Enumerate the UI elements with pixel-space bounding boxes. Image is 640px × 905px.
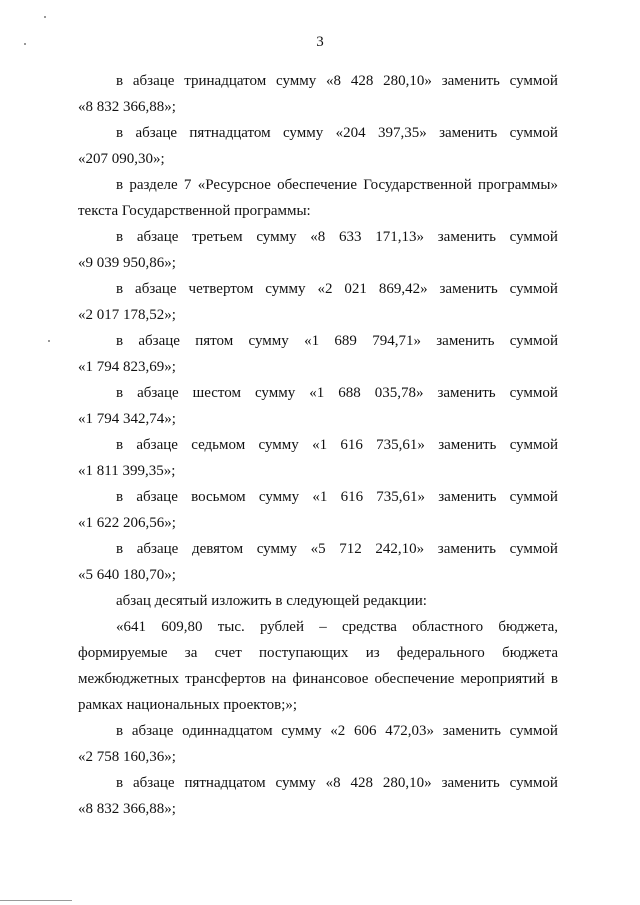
text-line: рамках национальных проектов;»;: [78, 697, 298, 713]
word: заменить: [436, 333, 495, 349]
word: шестом: [192, 385, 241, 401]
word: поступающих: [259, 645, 349, 661]
word: 689: [334, 333, 357, 349]
document-body: [78, 68, 558, 822]
paragraph: [78, 120, 558, 172]
word: 794,71»: [372, 333, 421, 349]
word: разделе: [129, 177, 178, 193]
word: «1: [312, 489, 328, 505]
word: суммой: [509, 775, 558, 791]
word: в: [116, 281, 124, 297]
word: суммой: [509, 723, 558, 739]
text-line: [78, 224, 558, 250]
word: программы»: [478, 177, 558, 193]
word: абзаце: [132, 775, 175, 791]
word: абзаце: [137, 385, 179, 401]
word: счет: [214, 645, 242, 661]
paragraph: [78, 172, 558, 224]
word: третьем: [192, 229, 243, 245]
text-line: [78, 484, 558, 510]
word: 428: [350, 73, 374, 89]
text-line: текста Государственной программы:: [78, 203, 311, 219]
word: сумму: [258, 489, 300, 505]
word: абзаце: [136, 437, 178, 453]
word: «2: [330, 723, 346, 739]
word: 633: [339, 229, 362, 245]
word: «8: [310, 229, 326, 245]
word: бюджета,: [498, 619, 558, 635]
word: суммой: [509, 229, 558, 245]
word: 869,42»: [378, 281, 428, 297]
word: 021: [344, 281, 367, 297]
paragraph: [78, 68, 558, 120]
word: седьмом: [191, 437, 246, 453]
word: пятнадцатом: [189, 125, 271, 141]
word: в: [550, 671, 558, 687]
word: абзаце: [135, 125, 178, 141]
word: суммой: [509, 125, 558, 141]
word: суммой: [509, 73, 558, 89]
word: 616: [340, 489, 364, 505]
word: 735,61»: [376, 489, 426, 505]
word: обеспечение: [374, 671, 455, 687]
word: Государственной: [363, 177, 472, 193]
word: 606: [354, 723, 377, 739]
text-line: [78, 380, 558, 406]
word: заменить: [439, 125, 498, 141]
word: абзаце: [132, 73, 175, 89]
word: суммой: [509, 541, 558, 557]
word: на: [271, 671, 287, 687]
text-line: [78, 718, 558, 744]
paragraph: [78, 718, 558, 770]
word: заменить: [441, 775, 500, 791]
word: «2: [317, 281, 333, 297]
text-line: «1 811 399,35»;: [78, 463, 176, 479]
word: сумму: [256, 541, 297, 557]
word: 280,10»: [382, 775, 432, 791]
word: 688: [338, 385, 361, 401]
scan-speck: [44, 16, 46, 18]
word: заменить: [438, 489, 497, 505]
word: средства: [341, 619, 397, 635]
word: сумму: [248, 333, 289, 349]
paragraph: [78, 432, 558, 484]
word: сумму: [254, 385, 296, 401]
word: федерального: [396, 645, 485, 661]
word: тринадцатом: [184, 73, 267, 89]
word: «641: [116, 619, 146, 635]
word: абзаце: [135, 281, 177, 297]
word: из: [365, 645, 380, 661]
word: «5: [310, 541, 326, 557]
word: в: [116, 775, 124, 791]
word: –: [319, 619, 327, 635]
word: в: [116, 437, 124, 453]
word: сумму: [275, 775, 316, 791]
word: 242,10»: [375, 541, 425, 557]
word: восьмом: [191, 489, 246, 505]
paragraph: [78, 588, 558, 614]
word: «204: [335, 125, 366, 141]
word: одиннадцатом: [182, 723, 273, 739]
word: мероприятий: [460, 671, 545, 687]
word: в: [116, 229, 124, 245]
word: суммой: [509, 333, 558, 349]
word: заменить: [438, 437, 497, 453]
word: в: [116, 489, 124, 505]
text-line: [78, 432, 558, 458]
text-line: «1 622 206,56»;: [78, 515, 176, 531]
text-line: «1 794 823,69»;: [78, 359, 176, 375]
word: «Ресурсное: [197, 177, 271, 193]
word: 472,03»: [385, 723, 434, 739]
word: «1: [304, 333, 320, 349]
word: сумму: [281, 723, 322, 739]
word: пятнадцатом: [184, 775, 266, 791]
word: сумму: [282, 125, 324, 141]
text-line: абзац десятый изложить в следующей редакции:: [116, 593, 427, 609]
word: за: [184, 645, 198, 661]
word: абзаце: [138, 333, 180, 349]
text-line: «2 017 178,52»;: [78, 307, 176, 323]
word: 616: [340, 437, 363, 453]
word: межбюджетных: [78, 671, 180, 687]
text-line: [78, 614, 558, 640]
text-line: [78, 536, 558, 562]
word: формируемые: [78, 645, 168, 661]
word: трансфертов: [185, 671, 266, 687]
word: заменить: [437, 385, 496, 401]
word: 280,10»: [383, 73, 432, 89]
word: рублей: [259, 619, 304, 635]
word: суммой: [509, 385, 558, 401]
word: суммой: [509, 437, 558, 453]
paragraph: [78, 484, 558, 536]
word: 428: [350, 775, 374, 791]
paragraph: [78, 770, 558, 822]
word: в: [116, 541, 124, 557]
word: заменить: [437, 541, 496, 557]
word: «8: [325, 775, 341, 791]
word: в: [116, 385, 124, 401]
word: финансовое: [292, 671, 369, 687]
word: 171,13»: [375, 229, 425, 245]
word: сумму: [256, 229, 297, 245]
text-line: [78, 770, 558, 796]
word: «1: [312, 437, 328, 453]
word: 035,78»: [374, 385, 424, 401]
scan-speck: [48, 340, 50, 342]
paragraph: [78, 614, 558, 718]
word: тыс.: [217, 619, 245, 635]
word: областного: [412, 619, 484, 635]
paragraph: [78, 536, 558, 588]
word: заменить: [442, 723, 501, 739]
word: «8: [326, 73, 342, 89]
word: 397,35»: [377, 125, 427, 141]
scan-edge-line: [0, 900, 72, 901]
word: заменить: [439, 281, 498, 297]
word: сумму: [258, 437, 299, 453]
paragraph: [78, 276, 558, 328]
word: суммой: [509, 281, 558, 297]
paragraph: [78, 224, 558, 276]
text-line: «8 832 366,88»;: [78, 801, 176, 817]
text-line: «207 090,30»;: [78, 151, 165, 167]
word: в: [116, 723, 124, 739]
word: абзаце: [136, 541, 179, 557]
word: бюджета: [502, 645, 558, 661]
text-line: [78, 276, 558, 302]
text-line: «1 794 342,74»;: [78, 411, 176, 427]
word: в: [116, 333, 124, 349]
word: абзаце: [136, 489, 178, 505]
word: «1: [309, 385, 325, 401]
text-line: [78, 120, 558, 146]
paragraph: [78, 380, 558, 432]
word: 735,61»: [376, 437, 425, 453]
word: четвертом: [188, 281, 254, 297]
word: 712: [339, 541, 362, 557]
word: в: [116, 177, 124, 193]
text-line: «5 640 180,70»;: [78, 567, 176, 583]
paragraph: [78, 328, 558, 380]
word: пятом: [195, 333, 234, 349]
word: 7: [183, 177, 192, 193]
word: в: [116, 125, 124, 141]
text-line: [78, 68, 558, 94]
word: заменить: [441, 73, 500, 89]
text-line: [78, 172, 558, 198]
word: обеспечение: [277, 177, 357, 193]
text-line: «8 832 366,88»;: [78, 99, 176, 115]
word: сумму: [276, 73, 317, 89]
text-line: «2 758 160,36»;: [78, 749, 176, 765]
text-line: [78, 640, 558, 666]
text-line: «9 039 950,86»;: [78, 255, 176, 271]
word: абзаце: [136, 229, 179, 245]
text-line: [78, 666, 558, 692]
text-line: [78, 328, 558, 354]
word: заменить: [437, 229, 496, 245]
word: девятом: [191, 541, 244, 557]
word: сумму: [265, 281, 306, 297]
word: суммой: [509, 489, 558, 505]
word: в: [116, 73, 124, 89]
word: абзаце: [131, 723, 174, 739]
word: 609,80: [161, 619, 203, 635]
page-number: 3: [316, 34, 324, 50]
